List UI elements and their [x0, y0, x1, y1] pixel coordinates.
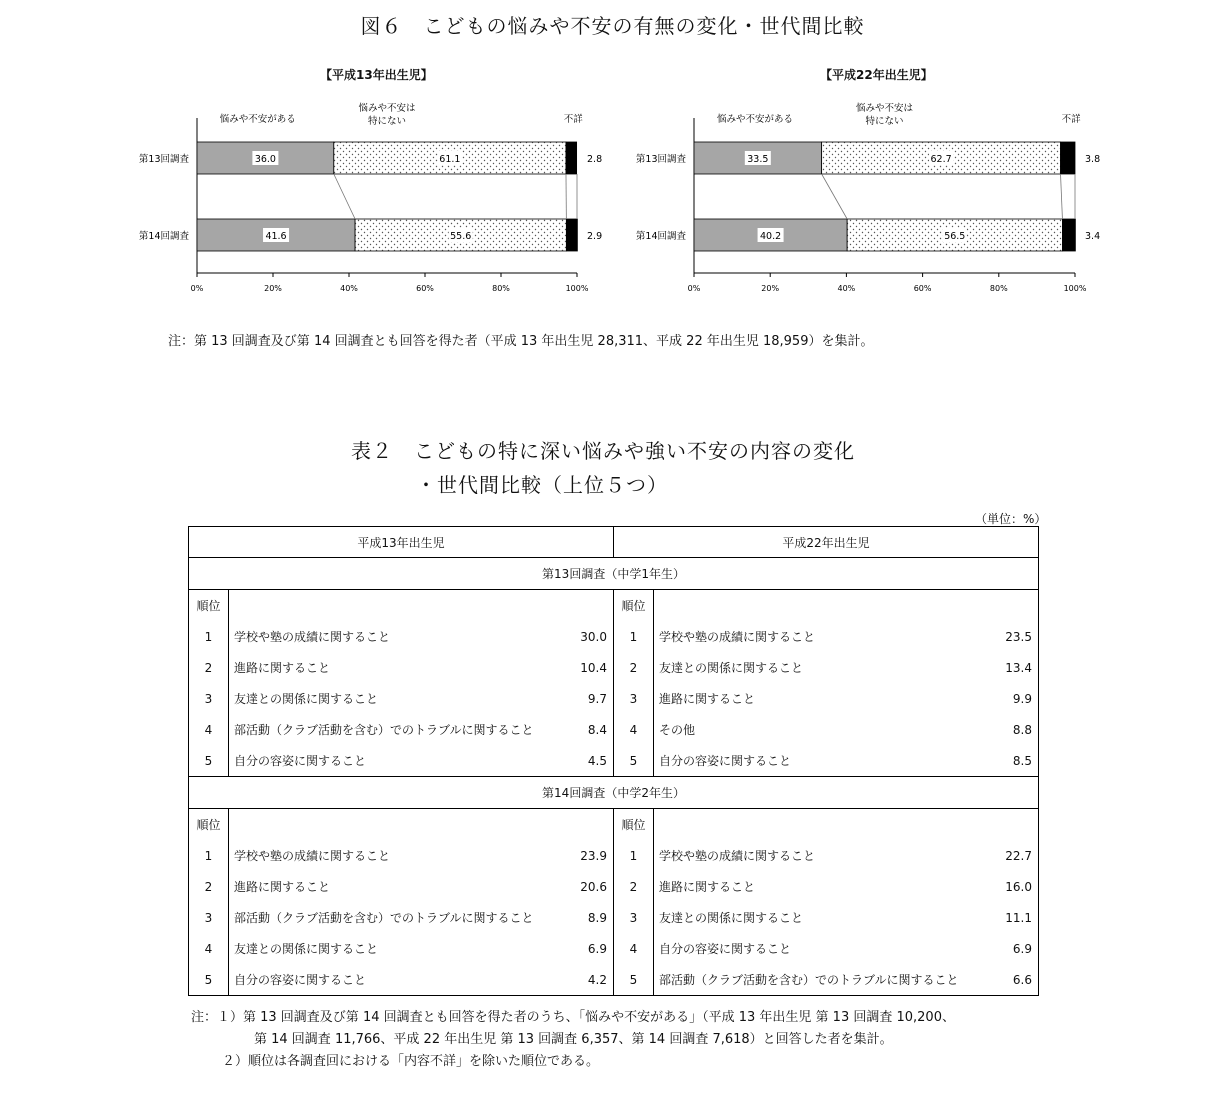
rank-number: 4	[189, 933, 229, 964]
charts-svg	[0, 0, 1225, 310]
x-tick-label: 20%	[264, 284, 282, 293]
right-value: 6.9	[977, 933, 1039, 964]
table-row	[189, 621, 1039, 652]
table-note-1-cont: 第 14 回調査 11,766、平成 22 年出生児 第 13 回調査 6,357、第 14 回調査 7,618）と回答した者を集計。	[254, 1032, 893, 1047]
right-item: 自分の容姿に関すること	[654, 745, 978, 777]
category-label: 第14回調査	[138, 231, 189, 242]
left-item: 部活動（クラブ活動を含む）でのトラブルに関すること	[234, 723, 534, 737]
ranking-table	[188, 526, 1039, 996]
data-label: 56.5	[944, 231, 966, 242]
chart-heisei22	[636, 102, 1100, 293]
data-label: 61.1	[439, 154, 461, 165]
series-label: 悩みや不安は	[358, 103, 416, 114]
table-row	[189, 652, 1039, 683]
rank-header: 順位	[189, 590, 229, 622]
left-value: 20.6	[552, 871, 614, 902]
right-item: 進路に関すること	[659, 880, 756, 894]
data-label: 3.8	[1085, 154, 1101, 165]
rank-number: 3	[614, 902, 654, 933]
rank-number: 5	[614, 964, 654, 996]
chart-heisei13	[139, 102, 602, 293]
rank-number: 2	[614, 652, 654, 683]
series-label: 不詳	[563, 114, 583, 125]
right-item: 部活動（クラブ活動を含む）でのトラブルに関すること	[654, 964, 978, 996]
data-label: 55.6	[450, 231, 472, 242]
rank-number: 2	[189, 871, 229, 902]
figure-note: 注：第 13 回調査及び第 14 回調査とも回答を得た者（平成 13 年出生児 28,311、平成 22 年出生児 18,959）を集計。	[168, 334, 874, 349]
category-label: 第14回調査	[635, 231, 686, 242]
data-label: 36.0	[254, 154, 276, 165]
left-item: 部活動（クラブ活動を含む）でのトラブルに関すること	[234, 911, 534, 925]
chart-title-heisei22: 【平成22年出生児】	[820, 68, 933, 82]
table-title-line1: 表２ こどもの特に深い悩みや強い不安の内容の変化	[351, 439, 855, 463]
bar-segment	[1062, 219, 1075, 251]
rank-number: 2	[189, 652, 229, 683]
x-tick-label: 40%	[340, 284, 358, 293]
category-label: 第13回調査	[635, 154, 686, 165]
rank-number: 5	[189, 964, 229, 996]
table-row	[189, 933, 1039, 964]
bar-segment	[1061, 142, 1075, 174]
right-item: 進路に関すること	[659, 692, 756, 706]
data-label: 33.5	[747, 154, 769, 165]
x-tick-label: 60%	[416, 284, 434, 293]
left-value: 23.9	[552, 840, 614, 871]
left-value: 30.0	[552, 621, 614, 652]
left-item: 友達との関係に関すること	[234, 942, 379, 956]
right-value: 9.9	[977, 683, 1039, 714]
col-header-heisei22: 平成22年出生児	[614, 527, 1039, 558]
right-value: 23.5	[977, 621, 1039, 652]
table-note-2: ２）順位は各調査回における「内容不詳」を除いた順位である。	[222, 1054, 600, 1069]
x-tick-label: 0%	[190, 284, 204, 293]
table-title-line2: ・世代間比較（上位５つ）	[416, 473, 668, 497]
data-label: 3.4	[1085, 231, 1101, 242]
rank-number: 1	[189, 840, 229, 871]
series-label: 特にない	[367, 116, 407, 127]
left-value: 8.9	[552, 902, 614, 933]
right-value: 11.1	[977, 902, 1039, 933]
left-value: 6.9	[552, 933, 614, 964]
left-item: 友達との関係に関すること	[234, 692, 379, 706]
rank-number: 4	[189, 714, 229, 745]
right-item: 学校や塾の成績に関すること	[659, 630, 816, 644]
rank-number: 3	[614, 683, 654, 714]
rank-number: 5	[614, 745, 654, 777]
right-value: 8.8	[977, 714, 1039, 745]
x-tick-label: 0%	[687, 284, 701, 293]
connector-line	[1061, 174, 1063, 219]
rank-number: 4	[614, 933, 654, 964]
right-value: 13.4	[977, 652, 1039, 683]
right-value: 16.0	[977, 871, 1039, 902]
rank-number: 1	[614, 621, 654, 652]
rank-number: 5	[189, 745, 229, 777]
x-tick-label: 80%	[492, 284, 510, 293]
figure-title: 図６ こどもの悩みや不安の有無の変化・世代間比較	[360, 14, 865, 38]
left-item: 学校や塾の成績に関すること	[234, 630, 391, 644]
connector-line	[822, 174, 848, 219]
left-item: 進路に関すること	[234, 880, 331, 894]
table-row	[189, 964, 1039, 996]
left-item: 学校や塾の成績に関すること	[234, 849, 391, 863]
right-item: その他	[659, 723, 696, 737]
table-row	[189, 714, 1039, 745]
col-header-heisei13: 平成13年出生児	[189, 527, 614, 558]
table-unit: （単位：%）	[975, 512, 1047, 526]
left-value: 4.2	[552, 964, 614, 996]
table-row	[189, 902, 1039, 933]
data-label: 2.8	[587, 154, 603, 165]
series-label: 悩みや不安がある	[716, 114, 793, 125]
data-label: 2.9	[587, 231, 603, 242]
right-value: 22.7	[977, 840, 1039, 871]
left-value: 8.4	[552, 714, 614, 745]
table-row	[189, 683, 1039, 714]
x-tick-label: 100%	[1063, 284, 1087, 293]
rank-header: 順位	[189, 809, 229, 841]
rank-number: 3	[189, 683, 229, 714]
table-row	[189, 745, 1039, 777]
left-item: 自分の容姿に関すること	[229, 964, 553, 996]
right-item: 友達との関係に関すること	[659, 911, 804, 925]
rank-header: 順位	[614, 809, 654, 841]
rank-number: 1	[189, 621, 229, 652]
series-label: 不詳	[1061, 114, 1081, 125]
series-label: 悩みや不安は	[855, 103, 914, 114]
rank-number: 4	[614, 714, 654, 745]
section-header: 第13回調査（中学1年生）	[189, 558, 1039, 590]
series-label: 特にない	[865, 116, 904, 127]
chart-title-heisei13: 【平成13年出生児】	[320, 68, 433, 82]
bar-segment	[566, 219, 577, 251]
left-value: 9.7	[552, 683, 614, 714]
data-label: 41.6	[265, 231, 287, 242]
rank-number: 1	[614, 840, 654, 871]
right-item: 自分の容姿に関すること	[659, 942, 792, 956]
x-tick-label: 20%	[761, 284, 780, 293]
table-note-1: 注：１）第 13 回調査及び第 14 回調査とも回答を得た者のうち、「悩みや不安がある」（平成 13 年出生児 第 13 回調査 10,200、	[191, 1010, 955, 1025]
x-tick-label: 40%	[837, 284, 856, 293]
rank-header: 順位	[614, 590, 654, 622]
left-value: 4.5	[552, 745, 614, 777]
ranking-table-body	[189, 558, 1039, 996]
right-item: 友達との関係に関すること	[659, 661, 804, 675]
right-value: 8.5	[977, 745, 1039, 777]
left-value: 10.4	[552, 652, 614, 683]
table-row	[189, 840, 1039, 871]
bar-segment	[566, 142, 577, 174]
table-row	[189, 871, 1039, 902]
series-label: 悩みや不安がある	[219, 114, 296, 125]
left-item: 進路に関すること	[234, 661, 331, 675]
x-tick-label: 60%	[913, 284, 932, 293]
data-label: 62.7	[930, 154, 952, 165]
left-item: 自分の容姿に関すること	[229, 745, 553, 777]
rank-number: 2	[614, 871, 654, 902]
category-label: 第13回調査	[138, 154, 189, 165]
connector-line	[334, 174, 355, 219]
data-label: 40.2	[760, 231, 782, 242]
rank-number: 3	[189, 902, 229, 933]
right-item: 学校や塾の成績に関すること	[659, 849, 816, 863]
right-value: 6.6	[977, 964, 1039, 996]
section-header: 第14回調査（中学2年生）	[189, 777, 1039, 809]
x-tick-label: 100%	[565, 284, 589, 293]
x-tick-label: 80%	[989, 284, 1008, 293]
